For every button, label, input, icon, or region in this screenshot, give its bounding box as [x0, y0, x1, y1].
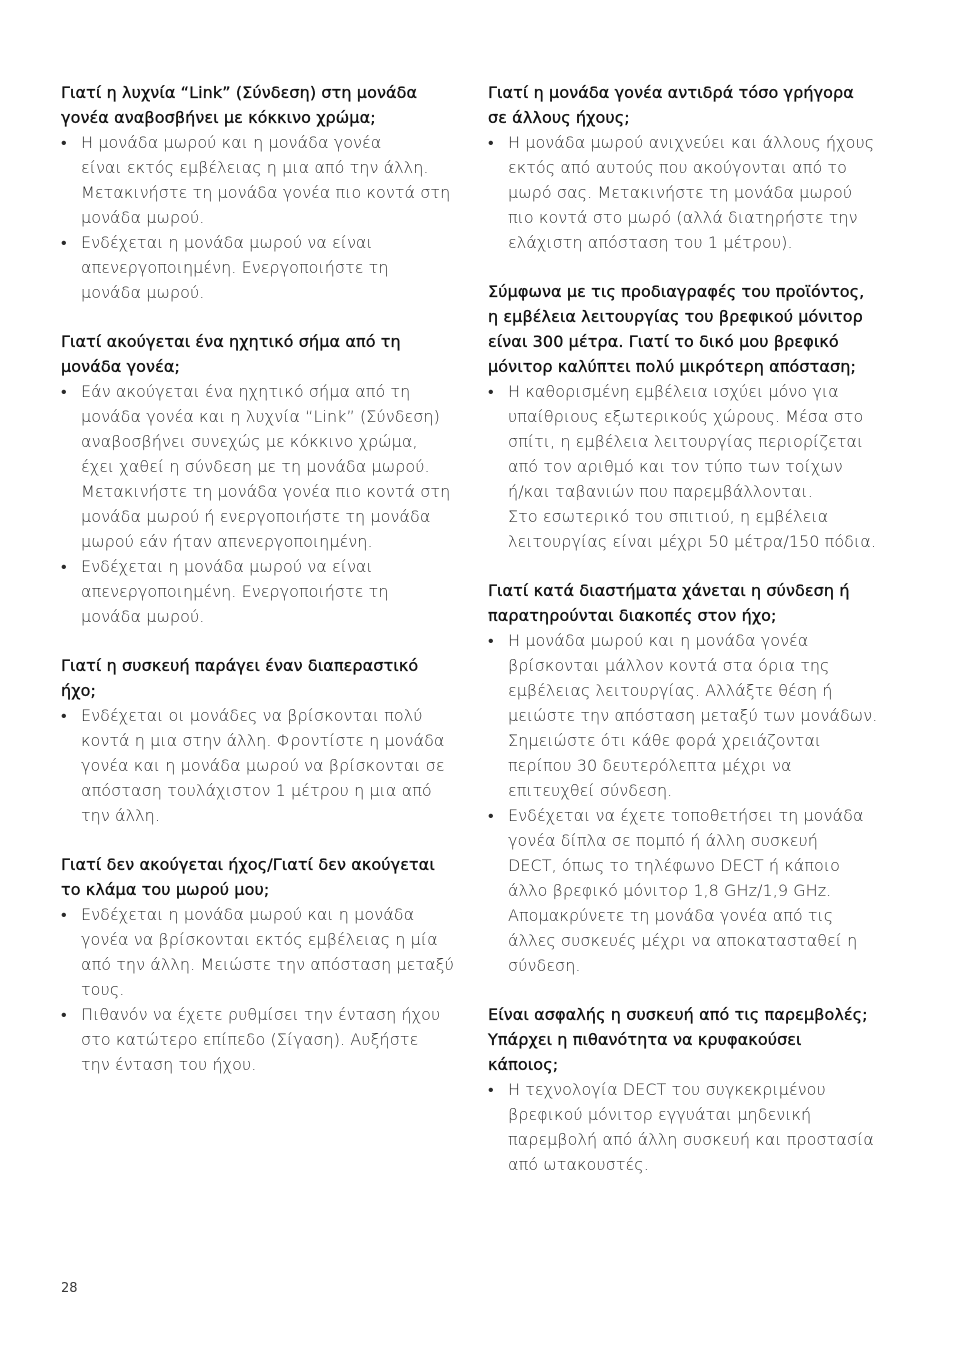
faq-answer-text: Η μονάδα μωρού και η μονάδα γονέα είναι εκτός εμβέλειας η μια από την άλλη. Μετακινήστε τη μονάδα γονέα πιο κοντά στη μονάδα μωρού. [81, 133, 451, 227]
faq-answer-list [488, 1077, 893, 1177]
faq-question: Γιατί η λυχνία “Link” (Σύνδεση) στη μονάδα γονέα αναβοσβήνει με κόκκινο χρώμα; [61, 83, 418, 127]
bullet-icon: • [61, 233, 67, 252]
bullet-icon: • [61, 133, 67, 152]
faq-question: Γιατί κατά διαστήματα χάνεται η σύνδεση ή παρατηρούνται διακοπές στον ήχο; [488, 581, 850, 625]
faq-answer [488, 628, 893, 803]
faq-item [488, 578, 893, 978]
faq-answer-list [61, 902, 466, 1077]
bullet-icon: • [61, 1005, 67, 1024]
faq-answer [61, 130, 466, 230]
faq-question: Γιατί η μονάδα γονέα αντιδρά τόσο γρήγορα σε άλλους ήχους; [488, 83, 854, 127]
faq-answer [488, 1077, 893, 1177]
faq-question: Γιατί η συσκευή παράγει έναν διαπεραστικό ήχο; [61, 656, 419, 700]
faq-answer-text: Η μονάδα μωρού ανιχνεύει και άλλους ήχους εκτός από αυτούς που ακούγονται από το μωρό σας. Μετακινήστε τη μονάδα μωρού πιο κοντά στο μωρό (αλλά διατηρήστε την ελάχιστη απόσταση του 1 μέτρου). [508, 133, 875, 252]
faq-answer [61, 703, 466, 828]
faq-answer [488, 803, 893, 978]
faq-answer-text: Πιθανόν να έχετε ρυθμίσει την ένταση ήχου στο κατώτερο επίπεδο (Σίγαση). Αυξήστε την ένταση του ήχου. [81, 1005, 441, 1074]
faq-answer-text: Ενδέχεται να έχετε τοποθετήσει τη μονάδα γονέα δίπλα σε πομπό ή άλλη συσκευή DECT, όπως το τηλέφωνο DECT ή κάποιο άλλο βρεφικό μόνιτορ 1,8 GHz/1,9 GHz. Απομακρύνετε τη μονάδα γονέα από τις άλλες συσκευές μέχρι να αποκατασταθεί η σύνδεση. [508, 806, 864, 975]
faq-answer [61, 1002, 466, 1077]
faq-answer [61, 230, 466, 305]
faq-item [61, 80, 466, 305]
faq-answer-list [488, 628, 893, 978]
faq-item [61, 653, 466, 828]
faq-item [61, 329, 466, 629]
faq-item [488, 80, 893, 255]
faq-question: Γιατί ακούγεται ένα ηχητικό σήμα από τη μονάδα γονέα; [61, 332, 401, 376]
bullet-icon: • [61, 557, 67, 576]
bullet-icon: • [488, 1080, 494, 1099]
faq-answer-text: Ενδέχεται η μονάδα μωρού να είναι απενεργοποιημένη. Ενεργοποιήστε τη μονάδα μωρού. [81, 233, 389, 302]
faq-question: Σύμφωνα με τις προδιαγραφές του προϊόντος, η εμβέλεια λειτουργίας του βρεφικού μόνιτορ είναι 300 μέτρα. Γιατί το δικό μου βρεφικό μόνιτορ καλύπτει πολύ μικρότερη απόσταση; [488, 282, 865, 376]
faq-answer [488, 379, 893, 554]
bullet-icon: • [488, 631, 494, 650]
faq-answer-text: Η τεχνολογία DECT του συγκεκριμένου βρεφικού μόνιτορ εγγυάται μηδενική παρεμβολή από άλλη συσκευή και προστασία από ωτακουστές. [508, 1080, 874, 1174]
faq-answer-list [488, 130, 893, 255]
bullet-icon: • [488, 133, 494, 152]
faq-answer-text: Η μονάδα μωρού και η μονάδα γονέα βρίσκονται μάλλον κοντά στα όρια της εμβέλειας λειτουργίας. Αλλάξτε θέση ή μειώστε την απόσταση μεταξύ των μονάδων. Σημειώστε ότι κάθε φορά χρειάζονται περίπου 30 δευτερόλεπτα μέχρι να επιτευχθεί σύνδεση. [508, 631, 878, 800]
faq-item [488, 279, 893, 554]
faq-answer [61, 554, 466, 629]
faq-question: Γιατί δεν ακούγεται ήχος/Γιατί δεν ακούγεται το κλάμα του μωρού μου; [61, 855, 435, 899]
faq-answer-list [61, 703, 466, 828]
faq-answer-list [488, 379, 893, 554]
faq-answer-text: Ενδέχεται οι μονάδες να βρίσκονται πολύ κοντά η μια στην άλλη. Φροντίστε η μονάδα γονέα και η μονάδα μωρού να βρίσκονται σε απόσταση τουλάχιστον 1 μέτρου η μια από την άλλη. [81, 706, 445, 825]
faq-question: Είναι ασφαλής η συσκευή από τις παρεμβολές; Υπάρχει η πιθανότητα να κρυφακούσει κάποιος; [488, 1005, 868, 1074]
faq-answer [61, 379, 466, 554]
faq-answer-text: Ενδέχεται η μονάδα μωρού και η μονάδα γονέα να βρίσκονται εκτός εμβέλειας η μία από την άλλη. Μειώστε την απόσταση μεταξύ τους. [81, 905, 454, 999]
bullet-icon: • [61, 905, 67, 924]
faq-item [488, 1002, 893, 1177]
faq-answer-text: Η καθορισμένη εμβέλεια ισχύει μόνο για υπαίθριους εξωτερικούς χώρους. Μέσα στο σπίτι, η εμβέλεια λειτουργίας περιορίζεται από τον αριθμό και τον τύπο των τοίχων ή/και ταβανιών που παρεμβάλλονται. Στο εσωτερικό του σπιτιού, η εμβέλεια λειτουργίας είναι μέχρι 50 μέτρα/150 πόδια. [508, 382, 876, 551]
bullet-icon: • [61, 382, 67, 401]
faq-answer [61, 902, 466, 1002]
faq-item [61, 852, 466, 1077]
faq-answer [488, 130, 893, 255]
faq-answer-text: Ενδέχεται η μονάδα μωρού να είναι απενεργοποιημένη. Ενεργοποιήστε τη μονάδα μωρού. [81, 557, 389, 626]
left-column [61, 80, 466, 1101]
faq-answer-list [61, 130, 466, 305]
bullet-icon: • [488, 382, 494, 401]
bullet-icon: • [61, 706, 67, 725]
page-number: 28 [61, 1281, 78, 1296]
faq-answer-list [61, 379, 466, 629]
bullet-icon: • [488, 806, 494, 825]
right-column [488, 80, 893, 1201]
faq-answer-text: Εάν ακούγεται ένα ηχητικό σήμα από τη μονάδα γονέα και η λυχνία “Link” (Σύνδεση) αναβοσβήνει συνεχώς με κόκκινο χρώμα, έχει χαθεί η σύνδεση με τη μονάδα μωρού. Μετακινήστε τη μονάδα γονέα πιο κοντά στη μονάδα μωρού ή ενεργοποιήστε τη μονάδα μωρού εάν ήταν απενεργοποιημένη. [81, 382, 451, 551]
